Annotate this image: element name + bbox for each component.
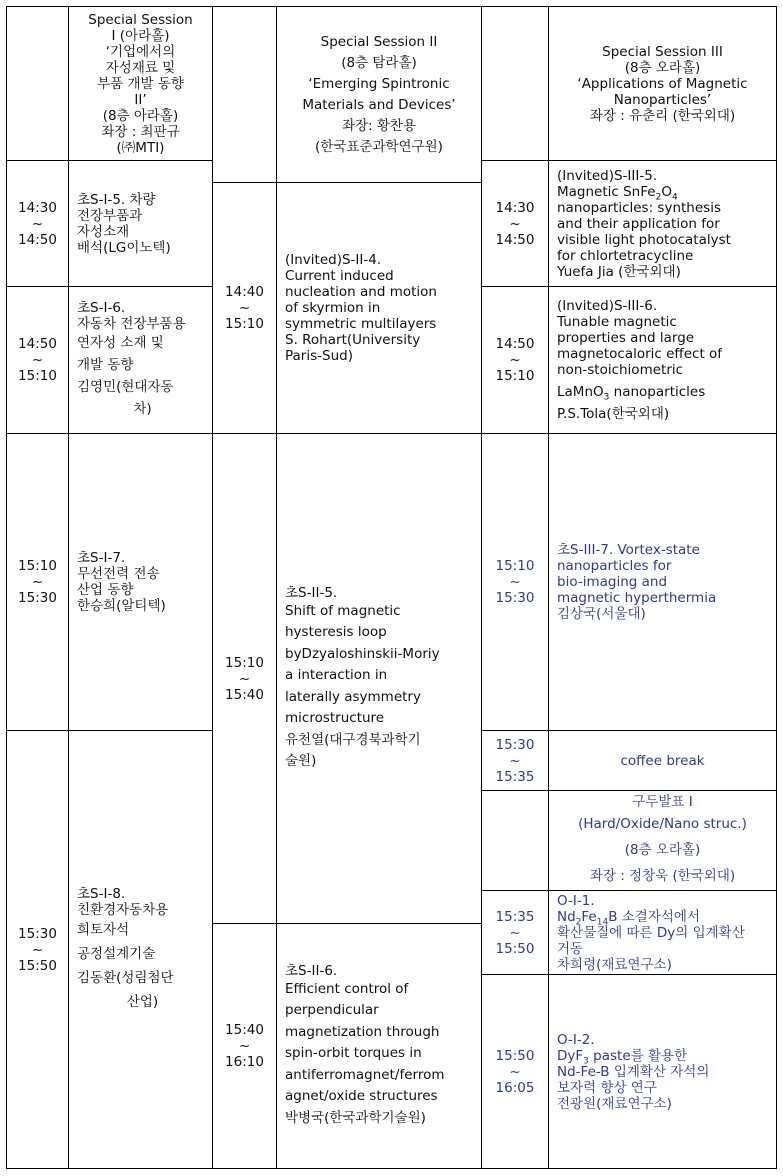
header-line: 자성재료 및 — [105, 59, 176, 76]
time-cell — [482, 287, 548, 433]
time-separator: ~ — [509, 1063, 521, 1080]
talk-line: 연자성 소재 및 — [77, 335, 164, 351]
talk-line: O-I-1. — [557, 892, 595, 909]
talk-line: Shift of magnetic — [285, 602, 401, 619]
table-border-bottom — [6, 1168, 777, 1169]
time-end: 16:05 — [495, 1079, 535, 1096]
talk-cell — [549, 891, 776, 974]
time-separator: ~ — [238, 670, 251, 687]
time-start: 14:50 — [18, 336, 57, 352]
time-start: 15:30 — [495, 736, 535, 753]
talk-line: 김영민(현대자동 — [77, 379, 174, 395]
header-line: ‘기업에서의 — [105, 43, 176, 60]
time-start: 15:50 — [495, 1047, 535, 1064]
talk-line: (Invited)S-III-6. — [557, 298, 658, 314]
header-line: 좌장: 황찬용 — [341, 117, 417, 134]
talk-line — [557, 384, 706, 403]
talk-line: nucleation and motion — [285, 284, 437, 300]
talk-cell — [549, 161, 776, 286]
coffee-break-cell — [549, 731, 776, 790]
talk-line: Yuefa Jia (한국외대) — [557, 263, 681, 280]
talk-line: 확산물질에 따른 Dy의 입계확산 — [557, 924, 745, 941]
oral-session-header — [549, 791, 776, 890]
talk-line: symmetric multilayers — [285, 316, 437, 332]
talk-line — [557, 183, 678, 203]
talk-line: 김상국(서울대) — [557, 606, 646, 622]
talk-line: nanoparticles for — [557, 558, 672, 574]
time-end: 15:40 — [225, 686, 264, 703]
talk-line: magnetocaloric effect of — [557, 346, 723, 362]
time-cell — [213, 434, 276, 923]
time-start: 15:35 — [495, 908, 535, 925]
talk-line: 술원) — [285, 753, 317, 769]
talk-line: 자성소재 — [77, 223, 130, 240]
talk-cell — [69, 731, 212, 1168]
talk-line: Current induced — [285, 268, 394, 284]
header-line: (8층 탐라홀) — [341, 54, 417, 71]
time-start: 15:40 — [225, 1022, 264, 1038]
time-end: 14:50 — [495, 231, 535, 248]
time-separator: ~ — [509, 924, 521, 941]
time-end: 15:30 — [495, 590, 535, 606]
time-cell — [482, 161, 548, 286]
header-line: (한국표준과학연구원) — [315, 138, 443, 155]
formula-part: paste를 활용한 — [588, 1047, 688, 1064]
talk-cell — [69, 287, 212, 433]
talk-line: 친환경자동차용 — [77, 901, 169, 918]
session-2-header — [277, 7, 481, 182]
time-start: 14:50 — [495, 336, 535, 352]
talk-line: antiferromagnet/ferrom — [285, 1066, 445, 1083]
header-line: (8층 오라홀) — [624, 59, 701, 76]
talk-line: byDzyaloshinskii-Moriy — [285, 645, 440, 662]
talk-line: Tunable magnetic — [557, 314, 677, 330]
talk-line: non-stoichiometric — [557, 362, 684, 378]
header-line: I (아라홀) — [111, 27, 170, 44]
talk-line: 박병국(한국과학기술원) — [285, 1109, 426, 1126]
talk-line: visible light photocatalyst — [557, 231, 731, 248]
session-1-header — [69, 7, 212, 160]
formula-subscript: 14 — [596, 917, 609, 928]
talk-cell — [549, 975, 776, 1168]
talk-line: spin-orbit torques in — [285, 1045, 422, 1062]
time-end: 15:10 — [18, 368, 57, 384]
time-cell — [482, 731, 548, 790]
talk-line: 산업 동향 — [77, 582, 134, 598]
formula-subscript: 3 — [603, 392, 610, 403]
talk-line: 초S-II-6. — [285, 962, 338, 979]
talk-line: 공정설계기술 — [77, 945, 156, 962]
formula-part: Fe — [581, 908, 597, 925]
time-cell — [482, 434, 548, 730]
talk-line: Efficient control of — [285, 980, 409, 997]
session-3-header — [549, 7, 776, 160]
time-separator: ~ — [31, 215, 44, 232]
talk-cell — [549, 287, 776, 433]
talk-line: (Invited)S-II-4. — [285, 252, 382, 268]
talk-line: hysteresis loop — [285, 624, 387, 640]
time-end: 15:35 — [495, 768, 535, 785]
header-line: II’ — [134, 91, 147, 108]
talk-line: 차) — [133, 401, 152, 417]
talk-line: and their application for — [557, 215, 720, 232]
header-line: 부품 개발 동향 — [97, 75, 184, 92]
talk-cell — [277, 924, 481, 1168]
talk-line: O-I-2. — [557, 1031, 595, 1048]
talk-line: nanoparticles: synthesis — [557, 199, 721, 216]
time-start: 15:10 — [18, 558, 57, 574]
header-line: 구두발표 I — [632, 793, 693, 810]
header-line: (8층 오라홀) — [624, 841, 701, 858]
time-separator: ~ — [31, 941, 44, 958]
header-line: 좌장 : 유춘리 (한국외대) — [589, 107, 736, 124]
time-start: 15:30 — [18, 925, 57, 942]
time-end: 15:10 — [225, 316, 264, 332]
formula-subscript: 3 — [583, 1056, 589, 1067]
time-end: 14:50 — [18, 231, 57, 248]
time-start: 14:40 — [225, 284, 264, 300]
time-separator: ~ — [31, 352, 44, 368]
talk-line: for chlortetracycline — [557, 247, 694, 264]
talk-line: a interaction in — [285, 667, 388, 683]
talk-line: 초S-I-5. 차량 — [77, 191, 156, 208]
talk-line: magnetization through — [285, 1023, 440, 1040]
talk-line: 초S-II-5. — [285, 584, 338, 601]
time-cell — [482, 975, 548, 1168]
talk-line: P.S.Tola(한국외대) — [557, 406, 670, 422]
talk-cell — [549, 434, 776, 730]
time-cell — [213, 924, 276, 1168]
talk-line: (Invited)S-III-5. — [557, 167, 658, 184]
formula-part: DyF — [557, 1047, 584, 1064]
time-cell — [7, 434, 68, 730]
talk-line: 초S-I-7. — [77, 550, 126, 566]
talk-line: 초S-III-7. Vortex-state — [557, 542, 700, 558]
time-cell — [7, 161, 68, 286]
talk-line: perpendicular — [285, 1002, 379, 1019]
time-separator: ~ — [509, 752, 521, 769]
time-separator: ~ — [238, 300, 251, 316]
formula-subscript: 2 — [575, 917, 582, 928]
header-line: Special Session II — [320, 33, 438, 50]
formula-subscript: 2 — [655, 192, 662, 203]
time-end: 16:10 — [225, 1054, 264, 1070]
time-separator: ~ — [509, 215, 521, 232]
header-line: Materials and Devices’ — [302, 96, 456, 113]
header-line: 좌장 : 최판규 — [101, 123, 180, 140]
header-line: Special Session III — [602, 43, 723, 60]
header-line: (㈜MTI) — [116, 139, 165, 156]
talk-line — [557, 908, 701, 928]
talk-cell — [69, 434, 212, 730]
time-start: 14:30 — [18, 199, 57, 216]
talk-line: 보자력 향상 연구 — [557, 1079, 657, 1096]
talk-line: 유천열(대구경북과학기 — [285, 731, 421, 748]
time-start: 15:10 — [225, 654, 264, 671]
talk-cell — [69, 161, 212, 286]
talk-line: 거동 — [557, 940, 584, 957]
header-line: Nanoparticles’ — [613, 91, 712, 108]
talk-line: 한승희(알티텍) — [77, 598, 166, 614]
formula-part: B 소결자석에서 — [608, 908, 701, 925]
talk-line: Nd-Fe-B 입계확산 자석의 — [557, 1063, 710, 1080]
time-cell — [7, 287, 68, 433]
time-separator: ~ — [509, 352, 521, 368]
time-end: 15:30 — [18, 590, 57, 606]
talk-line: 배석(LG이노텍) — [77, 239, 171, 256]
time-cell — [482, 891, 548, 974]
talk-line: agnet/oxide structures — [285, 1088, 438, 1105]
talk-line: 무선전력 전송 — [77, 566, 160, 582]
formula-part: Magnetic SnFe — [557, 183, 656, 200]
talk-line: 개발 동향 — [77, 357, 134, 373]
time-cell — [213, 183, 276, 433]
talk-line: S. Rohart(University — [285, 332, 421, 348]
time-cell — [7, 731, 68, 1168]
time-start: 14:30 — [495, 199, 535, 216]
time-end: 15:50 — [18, 957, 57, 974]
header-line: ‘Applications of Magnetic — [577, 75, 748, 92]
time-start: 15:10 — [495, 558, 535, 574]
talk-line: Paris-Sud) — [285, 348, 353, 364]
talk-cell — [277, 434, 481, 923]
time-separator: ~ — [31, 574, 44, 590]
time-end: 15:10 — [495, 368, 535, 384]
formula-part: Nd — [557, 908, 576, 925]
formula-subscript: 4 — [671, 192, 678, 203]
formula-part: nanoparticles — [609, 384, 706, 400]
time-separator: ~ — [238, 1038, 251, 1054]
talk-cell — [277, 183, 481, 433]
header-line: Special Session — [88, 11, 193, 28]
talk-line: 전장부품과 — [77, 207, 143, 224]
talk-line: of skyrmion in — [285, 300, 381, 316]
talk-line: microstructure — [285, 710, 385, 726]
talk-line: 산업) — [126, 993, 159, 1010]
header-line: ‘Emerging Spintronic — [308, 75, 450, 92]
header-line: (8층 아라홀) — [102, 107, 179, 124]
talk-line: 차희령(재료연구소) — [557, 956, 672, 973]
talk-line: magnetic hyperthermia — [557, 590, 717, 606]
table-border-right — [776, 6, 777, 1169]
talk-line: 전광원(재료연구소) — [557, 1095, 672, 1112]
talk-line: laterally asymmetry — [285, 688, 421, 705]
talk-line: 초S-I-8. — [77, 885, 126, 902]
talk-line: 자동차 전장부품용 — [77, 316, 186, 332]
talk-line — [557, 1047, 688, 1067]
coffee-break-label: coffee break — [620, 752, 705, 769]
time-end: 15:50 — [495, 940, 535, 957]
header-line: 좌장 : 정창욱 (한국외대) — [589, 867, 736, 884]
talk-line: properties and large — [557, 330, 695, 346]
talk-line: bio-imaging and — [557, 574, 668, 590]
talk-line: 초S-I-6. — [77, 300, 126, 316]
talk-line: 김동환(성림첨단 — [77, 969, 174, 986]
formula-part: LaMnO — [557, 384, 604, 400]
talk-line: 희토자석 — [77, 921, 130, 938]
formula-part: O — [661, 183, 672, 200]
time-separator: ~ — [509, 574, 521, 590]
header-line: (Hard/Oxide/Nano struc.) — [578, 815, 747, 832]
